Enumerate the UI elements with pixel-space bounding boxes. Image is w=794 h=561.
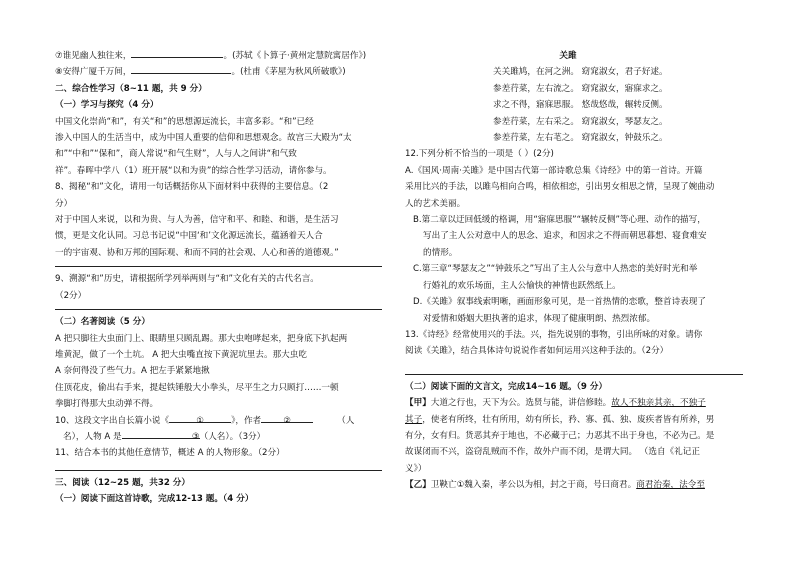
text-line: 堆黄泥，做了一个土坑。 A 把大虫嘴直按下黄泥坑里去。那大虫吃 <box>55 349 307 360</box>
question-11: 11、结合本书的其他任意情节，概述 A 的人物形象。（2分） <box>55 448 285 459</box>
text-line: A 把只脚往大虫面门上、眼睛里只顾乱踢。那大虫咆哮起来，把身底下扒起两 <box>55 333 348 344</box>
underlined-sentence: 商君治秦，法令至 <box>636 480 705 491</box>
subsection-learning-heading: （一）学习与探究（4 分） <box>55 100 159 111</box>
text-line: 8、揭秘“和”文化，请用一句话概括你从下面材料中获得的主要信息。（2 <box>55 182 329 193</box>
question-13-cont: 阅读《关雎》，结合具体诗句说说作者如何运用兴这种手法的。（2分） <box>405 346 669 357</box>
answer-blank-10-1[interactable]: ① <box>169 413 231 423</box>
text-line: 惯，更是文化认同。习总书记说“中国‘和’文化源远流长，蕴涵着天人合 <box>55 231 323 242</box>
text-line: D.《关雎》叙事线索明晰，画面形象可见，是一首热情的恋歌，整首诗表现了 <box>413 297 706 308</box>
answer-line[interactable] <box>55 309 382 310</box>
text-line: 一的宇宙观、协和万邦的国际观、和而不同的社会观、人心和善的道德观。” <box>55 247 339 258</box>
text-line: C.第三章“琴瑟友之”“钟鼓乐之”写出了主人公与意中人热恋的美好时光和举 <box>413 264 698 275</box>
question-10-cont: 名），人物 A 是 ③（人名）。（3分） <box>55 429 382 445</box>
underlined-sentence: 故人不独亲其亲，不独子 <box>611 398 706 409</box>
text-line: 住顶花皮，偷出右手来，提起铁锤般大小拳头，尽平生之力只顾打……一顿 <box>55 382 339 393</box>
text-line: 人的艺术美丽。 <box>405 198 466 209</box>
text-line: 和”“中和”“保和”，商人常说“和气生财”，人与人之间讲“和气致 <box>55 149 297 160</box>
text-line: B.第二章以迂回低缓的格调，用“寤寐思服”“辗转反侧”等心理、动作的描写， <box>413 215 706 226</box>
poem-line: 参差荇菜，左右芼之。 窈窕淑女，钟鼓乐之。 <box>493 133 668 144</box>
poem-line: 关关雎鸠，在河之洲。 窈窕淑女，君子好逑。 <box>493 67 668 78</box>
passage-jia-line: 有分，女有归。货恶其弃于地也，不必藏于己；力恶其不出于身也，不必为己。是 <box>405 430 715 441</box>
text-line: 对爱情和婚姻大胆执著的追求，体现了健康明朗、热烈浓郁。 <box>423 313 656 324</box>
subsection-poem-heading: （一）阅读下面这首诗歌，完成12-13 题。（4 分） <box>55 494 254 505</box>
poem-title: 关雎 <box>559 51 577 61</box>
option-b[interactable] <box>405 212 743 261</box>
underlined-sentence: 其子 <box>405 414 423 425</box>
option-d[interactable] <box>405 294 743 327</box>
answer-line[interactable] <box>405 374 743 375</box>
subsection-classical-heading: （二）阅读下面的文言文，完成14~16 题。（9 分） <box>405 381 608 392</box>
answer-line[interactable] <box>55 470 382 471</box>
text-line: A.《国风·周南·关雎》是中国古代第一部诗歌总集《诗经》中的第一首诗。开篇 <box>405 165 703 176</box>
learning-passage <box>55 114 382 262</box>
text-line: 写出了主人公对意中人的思念、追求，和因求之不得而朝思暮想、寝食难安 <box>423 231 707 242</box>
question-7: ⑦谁见幽人独往来， 。(苏轼《卜算子·黄州定慧院寓居作》) <box>55 48 382 64</box>
passage-jia-line: 义》） <box>405 463 427 474</box>
answer-blank-10-2[interactable]: ② <box>261 413 313 423</box>
text-line: 祥”。春晖中学八（1）班开展“以和为贵”的综合性学习活动，请你参与。 <box>55 165 332 176</box>
question-12: 12.下列分析不恰当的一项是（ ）(2分) <box>405 149 554 160</box>
option-c[interactable] <box>405 261 743 294</box>
passage-jia-line: 【甲】大道之行也，天下为公。选贤与能，讲信修睦。故人不独亲其亲，不独子 <box>405 398 706 409</box>
text-line: A 奈何得没了些气力。A 把左手紧紧地揪 <box>55 366 210 377</box>
question-8: ⑧安得广厦千万间， 。(杜甫《茅屋为秋风所破歌》) <box>55 64 382 80</box>
left-column <box>55 48 382 508</box>
answer-blank-7[interactable] <box>131 48 223 58</box>
question-13: 13.《诗经》经常使用兴的手法。兴，指先说别的事物，引出所咏的对象。请你 <box>405 329 703 340</box>
poem-line: 参差荇菜，左右采之。 窈窕淑女，琴瑟友之。 <box>493 116 668 127</box>
text-line: 对于中国人来说，以和为贵、与人为善，信守和平、和睦、和谐，是生活习 <box>55 215 339 226</box>
passage-jia-line: 其子，使老有所终，壮有所用，幼有所长，矜、寡、孤、独、废疾者皆有所养，男 <box>405 414 715 425</box>
section-2-heading: 二、综合性学习（8~11 题，共 9 分） <box>55 83 207 94</box>
text-line: 分） <box>55 198 73 209</box>
answer-blank-8[interactable] <box>131 64 231 74</box>
option-a[interactable] <box>405 163 743 212</box>
text-line: 行婚礼的欢乐场面，主人公愉快的神情也跃然纸上。 <box>423 280 621 291</box>
text-line: 拳脚打得那大虫动弹不得。 <box>55 399 159 410</box>
answer-blank-10-3[interactable]: ③ <box>122 429 200 439</box>
question-10: 10、这段文字出自长篇小说《 ① 》，作者 ② （人 <box>55 413 382 429</box>
subsection-classics-heading: （二）名著阅读（5 分） <box>55 317 150 328</box>
text-line: 渗入中国人的生活当中，成为中国人重要的信仰和思想观念。故宫三大殿为“太 <box>55 133 352 144</box>
question-9: 9、溯源“和”历史，请根据所学列举两则与“和”文化有关的古代名言。 <box>55 274 319 285</box>
text-line: 中国文化崇尚“和”，有关“和”的思想源远流长，丰富多彩。“和”已经 <box>55 116 314 127</box>
passage-jia-line: 故谋闭而不兴，盗窃乱贼而不作，故外户而不闭，是谓大同。 （选自《礼记正 <box>405 447 700 458</box>
poem-line: 参差荇菜，左右流之。 窈窕淑女，寤寐求之。 <box>493 83 668 94</box>
passage-yi-line: 【乙】卫鞅亡①魏入秦，孝公以为相，封之于商，号曰商君。商君治秦，法令至 <box>405 480 705 491</box>
text-line: 采用比兴的手法，以雎鸟相向合鸣，相依相恋，引出男女相思之情，呈现了婉曲动 <box>405 182 715 193</box>
classics-passage <box>55 331 382 413</box>
question-9-points: （2分） <box>55 290 87 301</box>
poem-line: 求之不得，寤寐思服。 悠哉悠哉，辗转反侧。 <box>493 100 668 111</box>
right-column <box>405 48 743 494</box>
text-line: 的情形。 <box>423 247 458 258</box>
answer-line[interactable] <box>55 266 382 267</box>
section-3-heading: 三、阅读（12~25 题，共32 分） <box>55 477 190 488</box>
poem-body <box>405 64 743 146</box>
